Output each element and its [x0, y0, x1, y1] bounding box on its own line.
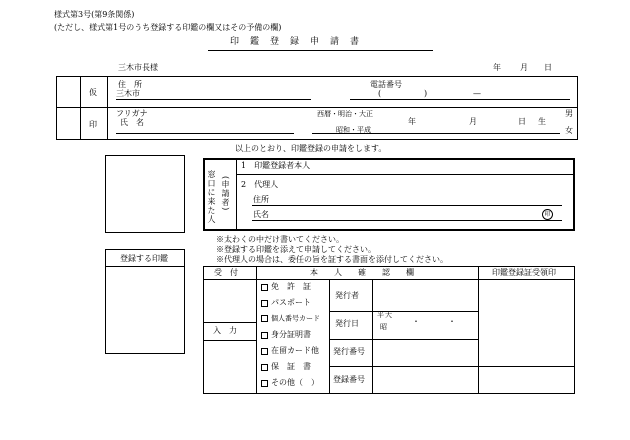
agent-address-line [252, 205, 562, 206]
doc-id-card: 身分証明書 [261, 331, 311, 339]
note-1: ※太わくの中だけ書いてください。 [216, 235, 344, 244]
address-line [116, 99, 311, 100]
birth-month: 月 [469, 117, 477, 126]
page-title: 印 鑑 登 録 申 請 書 [230, 37, 361, 47]
registered-seal-label: 登録する印鑑 [120, 254, 168, 263]
checkbox-icon[interactable] [261, 315, 268, 322]
issuer-line [329, 311, 478, 312]
birth-day: 日 [518, 117, 526, 126]
office-table [203, 266, 575, 394]
phone-dash: — [473, 89, 481, 98]
window-side-label: 窓口に来た人 [207, 170, 216, 224]
note-3: ※代理人の場合は、委任の旨を証する書面を添付してください。 [216, 255, 448, 264]
registered-seal-box [105, 249, 185, 354]
checkbox-icon[interactable] [261, 284, 268, 291]
doc-mynumber: 個人番号カード [261, 315, 320, 323]
issue-number-label: 発行番号 [333, 347, 365, 356]
agent-name-label: 氏名 [253, 210, 269, 219]
office-header-line [203, 279, 575, 280]
checkbox-icon[interactable] [261, 332, 268, 339]
input-label: 入 力 [213, 326, 237, 335]
seal-imprint-box [105, 155, 185, 233]
address-label: 住 所 [118, 80, 142, 89]
form-note: (ただし、様式第1号のうち登録する印鑑の欄又はその予備の欄) [54, 23, 282, 32]
form-number: 様式第3号(第9条関係) [54, 10, 135, 19]
issue-era-taisho: 大 [385, 311, 392, 319]
checkbox-icon[interactable] [261, 348, 268, 355]
reception-label: 受 付 [214, 268, 238, 277]
doc-residence-card: 在留カード他 [261, 347, 319, 355]
male-option: 男 [565, 109, 573, 118]
identity-check-label: 本 人 確 認 欄 [310, 268, 414, 277]
birth-year: 年 [408, 117, 416, 126]
applicant-divider-1 [80, 76, 81, 140]
option-self: 1 印鑑登録者本人 [241, 161, 311, 170]
name-line [116, 133, 294, 134]
applicant-divider-2 [107, 76, 108, 140]
name-label: 氏 名 [120, 118, 144, 127]
phone-label: 電話番号 [370, 80, 402, 89]
doc-passport: パスポート [261, 299, 311, 307]
agent-address-label: 住所 [253, 195, 269, 204]
addressee: 三木市長様 [118, 63, 158, 72]
applicant-row-divider [56, 107, 578, 108]
issue-era-heisei: 平 [377, 311, 384, 319]
checkbox-icon[interactable] [261, 364, 268, 371]
note-2: ※登録する印鑑を添えて申請してください。 [216, 245, 376, 254]
female-option: 女 [565, 126, 573, 135]
phone-line [350, 99, 570, 100]
agent-name-line [252, 220, 562, 221]
registration-number-label: 登録番号 [333, 375, 365, 384]
option-divider [236, 174, 573, 175]
window-side-divider [236, 158, 237, 231]
birth-line [312, 133, 560, 134]
in-label: 印 [89, 120, 97, 129]
date-month: 月 [520, 63, 528, 72]
title-underline [208, 50, 433, 51]
issue-date-label: 発行日 [335, 319, 359, 328]
date-day: 日 [544, 63, 552, 72]
doc-license: 免 許 証 [261, 283, 311, 291]
statement: 以上のとおり、印鑑登録の申請をします。 [235, 144, 387, 153]
office-reception-line [203, 322, 256, 323]
phone-open: ( [378, 89, 382, 98]
office-col-1 [256, 266, 257, 394]
window-side-sub: (申請者) [221, 176, 230, 212]
certificate-seal-label: 印鑑登録証受領印 [492, 268, 556, 277]
address-value: 三木市 [116, 89, 140, 98]
option-agent: 2 代理人 [241, 180, 279, 189]
checkbox-icon[interactable] [261, 300, 268, 307]
issue-number-line [329, 366, 575, 367]
furigana-label: フリガナ [116, 109, 148, 118]
registered-seal-header-line [105, 266, 185, 267]
issue-date-line [329, 339, 478, 340]
kari-label: 仮 [89, 88, 97, 97]
doc-guarantee: 保 証 書 [261, 363, 311, 371]
date-year: 年 [493, 63, 501, 72]
phone-close: ) [424, 89, 428, 98]
office-col-2 [478, 266, 479, 394]
era-line-2: 昭和・平成 [336, 126, 371, 134]
office-input-line [203, 340, 256, 341]
checkbox-icon[interactable] [261, 380, 268, 387]
seal-mark: 印 [542, 209, 553, 220]
office-col-docs [329, 279, 330, 394]
issue-date-dots: ・ ・ [412, 317, 466, 326]
doc-other: その他（ ） [261, 379, 319, 387]
born-label: 生 [538, 117, 546, 126]
issuer-label: 発行者 [335, 291, 359, 300]
era-line-1: 西暦・明治・大正 [317, 110, 373, 118]
issue-era-showa: 昭 [380, 323, 387, 331]
office-col-labels [372, 279, 373, 394]
